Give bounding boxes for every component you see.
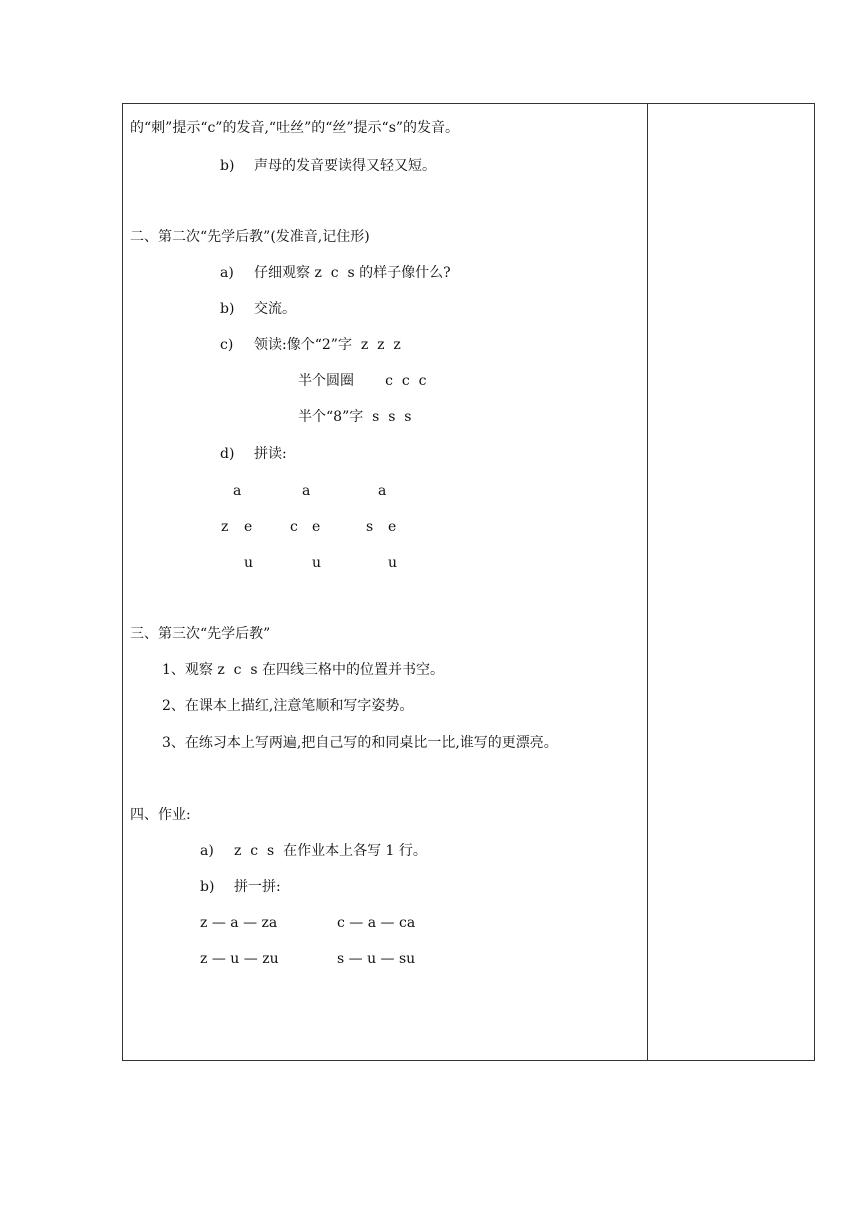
pinyin-top: a [302, 483, 311, 499]
spelling-row-2-left: z — u — zu [200, 951, 279, 967]
section2-item-a [220, 264, 451, 282]
list-text: 拼读: [254, 446, 287, 462]
pinyin-initial: z [221, 519, 229, 535]
lead-reading-line-3: 半个“8”字 s s s [298, 409, 412, 425]
pinyin-final: e [312, 519, 321, 535]
lead-reading-line-2: 半个圆圈 c c c [298, 373, 427, 389]
list-text: 交流。 [254, 301, 296, 317]
pinyin-top: a [233, 483, 242, 499]
section3-item-2: 2、在课本上描红,注意笔顺和写字姿势。 [162, 698, 414, 714]
list-text: 领读:像个“2”字 z z z [254, 337, 401, 353]
list-text: 拼一拼: [234, 879, 281, 895]
section3-item-3: 3、在练习本上写两遍,把自己写的和同桌比一比,谁写的更漂亮。 [162, 735, 558, 751]
pinyin-initial: s [366, 519, 374, 535]
section4-item-b [200, 878, 281, 896]
pinyin-final: e [388, 519, 397, 535]
section2-item-c [220, 336, 401, 354]
pinyin-initial: c [290, 519, 298, 535]
section4-item-a [200, 842, 427, 860]
list-marker: c) [220, 337, 234, 353]
section3-heading: 三、第三次“先学后教” [130, 626, 271, 642]
list-marker: a) [220, 265, 234, 281]
list-text: 声母的发音要读得又轻又短。 [254, 158, 436, 174]
section4-heading: 四、作业: [130, 807, 191, 823]
section2-item-b [220, 300, 296, 318]
intro-item-b [220, 157, 436, 175]
list-text: 仔细观察 z c s 的样子像什么? [254, 265, 451, 281]
spelling-row-1-right: c — a — ca [337, 915, 416, 931]
list-marker: b) [220, 301, 235, 317]
column-divider [647, 104, 648, 1060]
section3-item-1: 1、观察 z c s 在四线三格中的位置并书空。 [162, 662, 445, 678]
pinyin-bottom: u [244, 555, 254, 571]
list-marker: d) [220, 446, 235, 462]
pinyin-bottom: u [388, 555, 398, 571]
intro-line: 的“刺”提示“c”的发音,“吐丝”的“丝”提示“s”的发音。 [130, 120, 460, 136]
spelling-row-1-left: z — a — za [200, 915, 278, 931]
pinyin-top: a [378, 483, 387, 499]
section2-heading: 二、第二次“先学后教”(发准音,记住形) [130, 229, 370, 245]
section2-item-d [220, 445, 287, 463]
list-text: z c s 在作业本上各写 1 行。 [234, 843, 427, 859]
pinyin-final: e [244, 519, 253, 535]
pinyin-bottom: u [312, 555, 322, 571]
list-marker: b) [200, 879, 215, 895]
list-marker: a) [200, 843, 214, 859]
spelling-row-2-right: s — u — su [337, 951, 416, 967]
list-marker: b) [220, 158, 235, 174]
